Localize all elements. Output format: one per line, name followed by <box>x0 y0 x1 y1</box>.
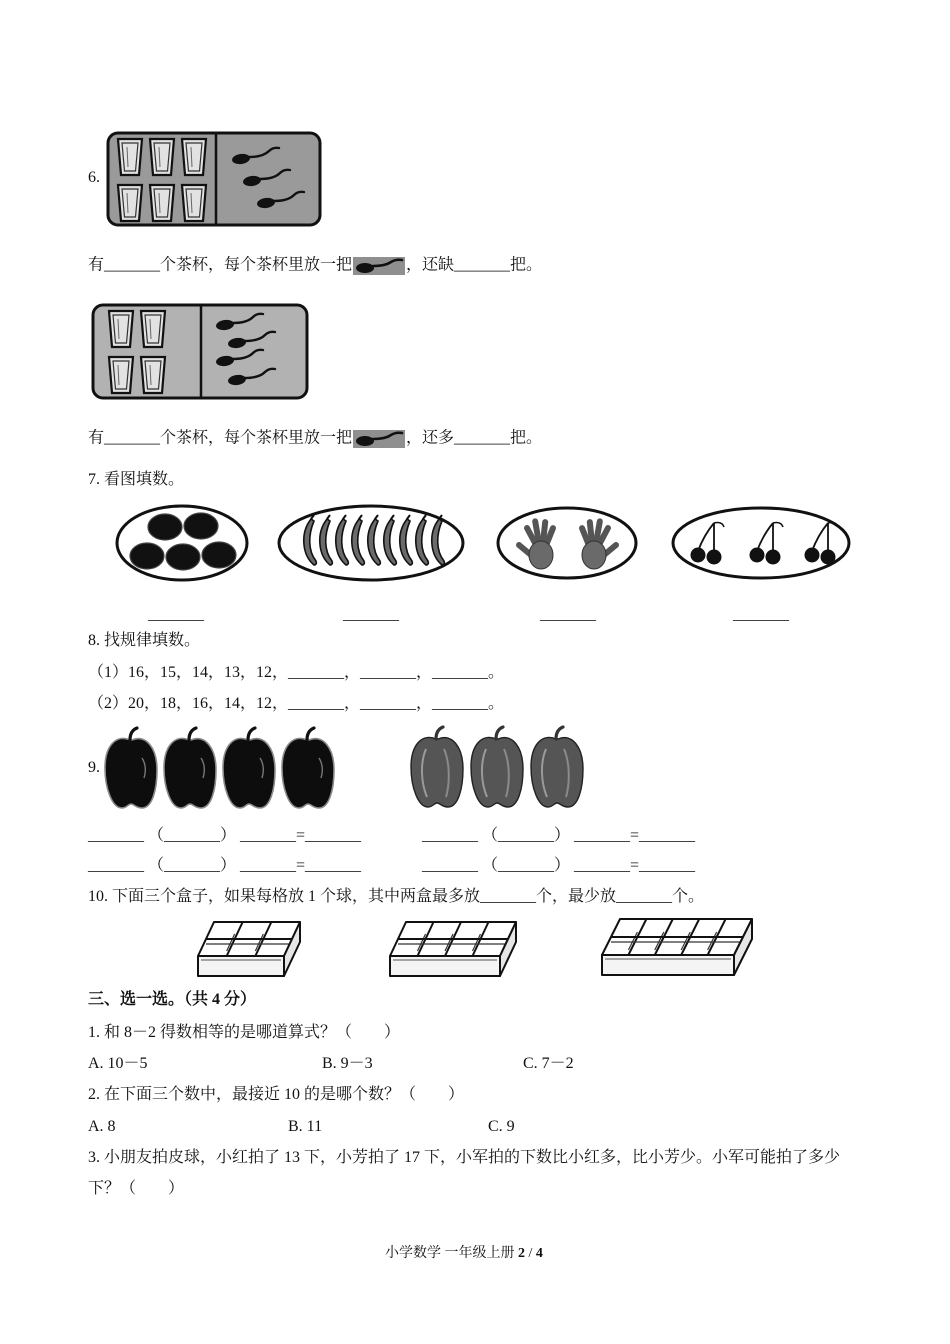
hands-oval-picture <box>495 505 640 581</box>
dark-pepper-icon <box>223 728 275 808</box>
q7-title: 7. 看图填数。 <box>88 471 185 488</box>
q6-line-2 <box>88 428 542 450</box>
q8-title: 8. 找规律填数。 <box>88 632 201 649</box>
q9-row-1-left[interactable]: _______ （_______） _______=_______ <box>88 827 362 844</box>
q9-row-2-left[interactable]: _______ （_______） _______=_______ <box>88 857 362 874</box>
ball-icon <box>130 543 164 569</box>
cup-icon <box>182 185 206 221</box>
q6-line-2-before: 有_______个茶杯，每个茶杯里放一把 <box>88 429 353 447</box>
light-pepper-icon <box>531 727 583 807</box>
ball-icon <box>166 544 200 570</box>
q9-row-2-right[interactable]: _______ （_______） _______=_______ <box>422 857 696 874</box>
cup-icon <box>109 311 133 347</box>
dark-pepper-icon <box>105 728 157 808</box>
footer-label: 小学数学 一年级上册 <box>385 1246 515 1261</box>
dark-pepper-icon <box>164 728 216 808</box>
ball-icon <box>148 514 182 540</box>
mc-q2-option-b[interactable]: B. 11 <box>288 1118 323 1135</box>
cup-icon <box>118 185 142 221</box>
dark-pepper-icon <box>282 728 334 808</box>
ball-icon <box>202 542 236 568</box>
light-pepper-icon <box>471 727 523 807</box>
cups-spoons-picture-1 <box>106 131 322 227</box>
mc-q2-option-a[interactable]: A. 8 <box>88 1118 116 1135</box>
q6-number: 6. <box>88 169 100 186</box>
light-pepper-icon <box>411 727 463 807</box>
mc-q1-option-b[interactable]: B. 9－3 <box>322 1055 373 1072</box>
footer-separator: / <box>528 1246 533 1261</box>
box-front <box>602 955 734 975</box>
q6-line-1 <box>88 255 542 277</box>
q6-line-1-before: 有_______个茶杯，每个茶杯里放一把 <box>88 256 353 274</box>
mc-q1-option-c[interactable]: C. 7－2 <box>523 1055 574 1072</box>
spoon-icon <box>353 255 405 277</box>
q10-title[interactable]: 10. 下面三个盒子，如果每格放 1 个球，其中两盒最多放_______个，最少放_______个。 <box>88 888 705 905</box>
grid-box-2 <box>388 918 520 982</box>
q8-row-1[interactable]: （1）16，15，14，13，12，_______，_______，_______。 <box>88 664 505 681</box>
cup-icon <box>150 139 174 175</box>
spoon-icon <box>353 428 405 450</box>
grid-box-3 <box>600 915 755 981</box>
cup-icon <box>150 185 174 221</box>
cup-icon <box>141 311 165 347</box>
light-peppers-picture <box>406 725 590 809</box>
ball-icon <box>184 513 218 539</box>
mc-question-1[interactable]: 1. 和 8－2 得数相等的是哪道算式？（ ） <box>88 1024 401 1041</box>
dark-peppers-picture <box>100 725 338 811</box>
q7-blank-3[interactable]: _______ <box>540 606 596 623</box>
q8-row-2[interactable]: （2）20，18，16，14，12，_______，_______，_______。 <box>88 695 505 712</box>
balls-oval-picture <box>113 503 251 583</box>
cups-spoons-picture-2 <box>91 303 309 400</box>
q7-blank-2[interactable]: _______ <box>343 606 399 623</box>
bananas-oval-picture <box>275 503 467 583</box>
grid-box-1 <box>196 918 304 982</box>
footer-page-number: 2 <box>518 1246 525 1261</box>
q6-line-2-after: ，还多_______把。 <box>406 429 543 447</box>
cup-icon <box>118 139 142 175</box>
footer-page-total: 4 <box>535 1246 543 1261</box>
cup-icon <box>109 357 133 393</box>
cherries-oval-picture <box>670 505 852 581</box>
cup-icon <box>182 139 206 175</box>
box-front <box>198 956 284 976</box>
box-front <box>390 956 500 976</box>
section-3-title: 三、选一选。（共 4 分） <box>88 991 257 1008</box>
cup-icon <box>141 357 165 393</box>
page-footer <box>385 1244 543 1264</box>
q7-blank-4[interactable]: _______ <box>733 606 789 623</box>
q9-number: 9. <box>88 759 100 776</box>
mc-question-3[interactable]: 3. 小朋友拍皮球，小红拍了 13 下，小芳拍了 17 下，小军拍的下数比小红多，比小芳少。小军可能拍了多少 <box>88 1149 841 1166</box>
mc-question-3-cont[interactable]: 下？（ ） <box>88 1180 185 1197</box>
q9-row-1-right[interactable]: _______ （_______） _______=_______ <box>422 827 696 844</box>
q6-line-1-after: ，还缺_______把。 <box>406 256 543 274</box>
q7-blank-1[interactable]: _______ <box>148 606 204 623</box>
mc-q1-option-a[interactable]: A. 10－5 <box>88 1055 148 1072</box>
mc-question-2[interactable]: 2. 在下面三个数中，最接近 10 的是哪个数？（ ） <box>88 1086 465 1103</box>
mc-q2-option-c[interactable]: C. 9 <box>488 1118 515 1135</box>
